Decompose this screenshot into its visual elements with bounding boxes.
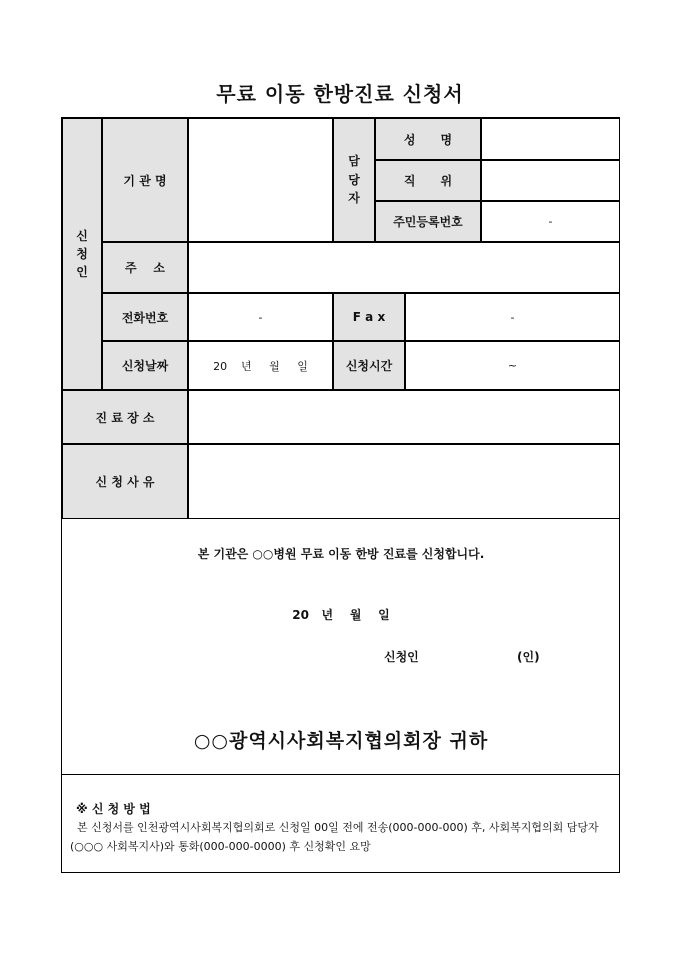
applicant-group-label (62, 118, 102, 390)
date-field[interactable]: 20 년 월 일 (188, 341, 333, 390)
fax-field[interactable]: - (405, 293, 620, 341)
position-label: 직 위 (375, 160, 481, 201)
name-label: 성 명 (375, 118, 481, 160)
contact-person-label (333, 118, 375, 242)
reason-label: 신 청 사 유 (62, 444, 188, 519)
method-title: ※ 신 청 방 법 (76, 802, 151, 816)
address-label: 주 소 (102, 242, 188, 293)
place-field[interactable] (188, 390, 620, 444)
method-body: 본 신청서를 인천광역시사회복지협의회로 신청일 00일 전에 전송(000-000-000) 후, 사회복지협의회 담당자(○○○ 사회복지사)와 통화(000-000-0000) 후 신청확인 요망 (70, 821, 599, 853)
addressee: ○○광역시사회복지협의회장 귀하 (193, 730, 489, 752)
date-label: 신청날짜 (102, 341, 188, 390)
application-form (61, 117, 620, 873)
org-name-label: 기 관 명 (102, 118, 188, 242)
position-field[interactable] (481, 160, 620, 201)
time-label: 신청시간 (333, 341, 405, 390)
declaration-text: 본 기관은 ○○병원 무료 이동 한방 진료를 신청합니다. (197, 547, 485, 561)
address-field[interactable] (188, 242, 620, 293)
name-field[interactable] (481, 118, 620, 160)
resident-id-label: 주민등록번호 (375, 201, 481, 242)
contact-char-1: 담 (348, 154, 360, 169)
declaration-date: 20 년 월 일 (292, 608, 390, 622)
reason-field[interactable] (188, 444, 620, 519)
applicant-char-2: 청 (76, 247, 88, 261)
time-field[interactable]: ~ (405, 341, 620, 390)
applicant-char-3: 인 (76, 265, 88, 279)
phone-field[interactable]: - (188, 293, 333, 341)
contact-char-2: 당 (348, 172, 360, 187)
phone-label: 전화번호 (102, 293, 188, 341)
org-name-field[interactable] (188, 118, 333, 242)
seal-mark: (인) (517, 650, 540, 664)
applicant-sign-label: 신청인 (384, 650, 419, 664)
form-title: 무료 이동 한방진료 신청서 (216, 82, 464, 106)
place-label: 진 료 장 소 (62, 390, 188, 444)
contact-char-3: 자 (348, 191, 360, 206)
resident-id-field[interactable]: - (481, 201, 620, 242)
fax-label: F a x (333, 293, 405, 341)
applicant-char-1: 신 (76, 229, 88, 243)
